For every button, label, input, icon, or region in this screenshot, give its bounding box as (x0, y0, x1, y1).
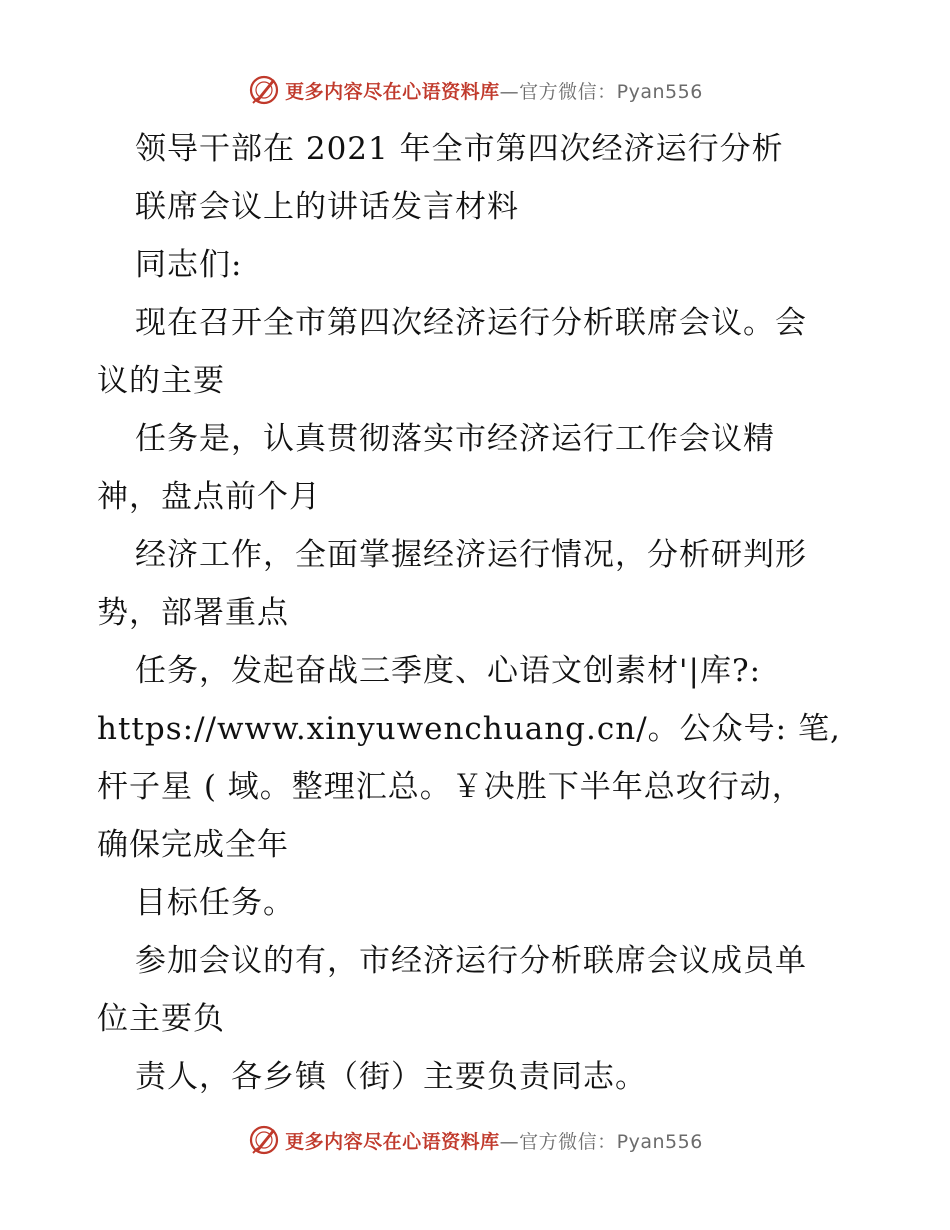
quill-logo-icon (247, 73, 281, 107)
banner-text (285, 1127, 703, 1154)
title-line-1: 领导干部在 2021 年全市第四次经济运行分析 (135, 131, 784, 167)
salutation: 同志们: (135, 247, 243, 283)
quill-logo-icon (247, 1123, 281, 1157)
paragraph-line: 目标任务。 (135, 885, 295, 921)
paragraph-line: 杆子星 ( 域。整理汇总。￥决胜下半年总攻行动， (97, 769, 804, 805)
banner-text (285, 77, 703, 104)
paragraph-line: 势，部署重点 (97, 595, 289, 631)
banner-gray-text: —官方微信：Pyan556 (499, 80, 703, 103)
paragraph-line: 责人，各乡镇（街）主要负责同志。 (135, 1059, 647, 1095)
paragraph-line: 议的主要 (97, 363, 225, 399)
paragraph-line: 确保完成全年 (97, 827, 289, 863)
document-body (97, 120, 857, 1106)
paragraph-line: 神，盘点前个月 (97, 479, 321, 515)
paragraph-line: https://www.xinyuwenchuang.cn/。公众号: 笔, (97, 711, 841, 747)
paragraph-line: 现在召开全市第四次经济运行分析联席会议。会 (135, 305, 807, 341)
paragraph-line: 任务，发起奋战三季度、心语文创素材'|库?: (135, 653, 762, 689)
banner-red-text: 更多内容尽在心语资料库 (285, 80, 500, 103)
paragraph-line: 位主要负 (97, 1001, 225, 1037)
header-banner (0, 70, 950, 110)
paragraph-line: 参加会议的有，市经济运行分析联席会议成员单 (135, 943, 807, 979)
paragraph-line: 经济工作，全面掌握经济运行情况，分析研判形 (135, 537, 807, 573)
title-line-2: 联席会议上的讲话发言材料 (135, 189, 519, 225)
banner-gray-text: —官方微信：Pyan556 (499, 1130, 703, 1153)
banner-red-text: 更多内容尽在心语资料库 (285, 1130, 500, 1153)
paragraph-line: 任务是，认真贯彻落实市经济运行工作会议精 (135, 421, 775, 457)
footer-banner (0, 1120, 950, 1160)
